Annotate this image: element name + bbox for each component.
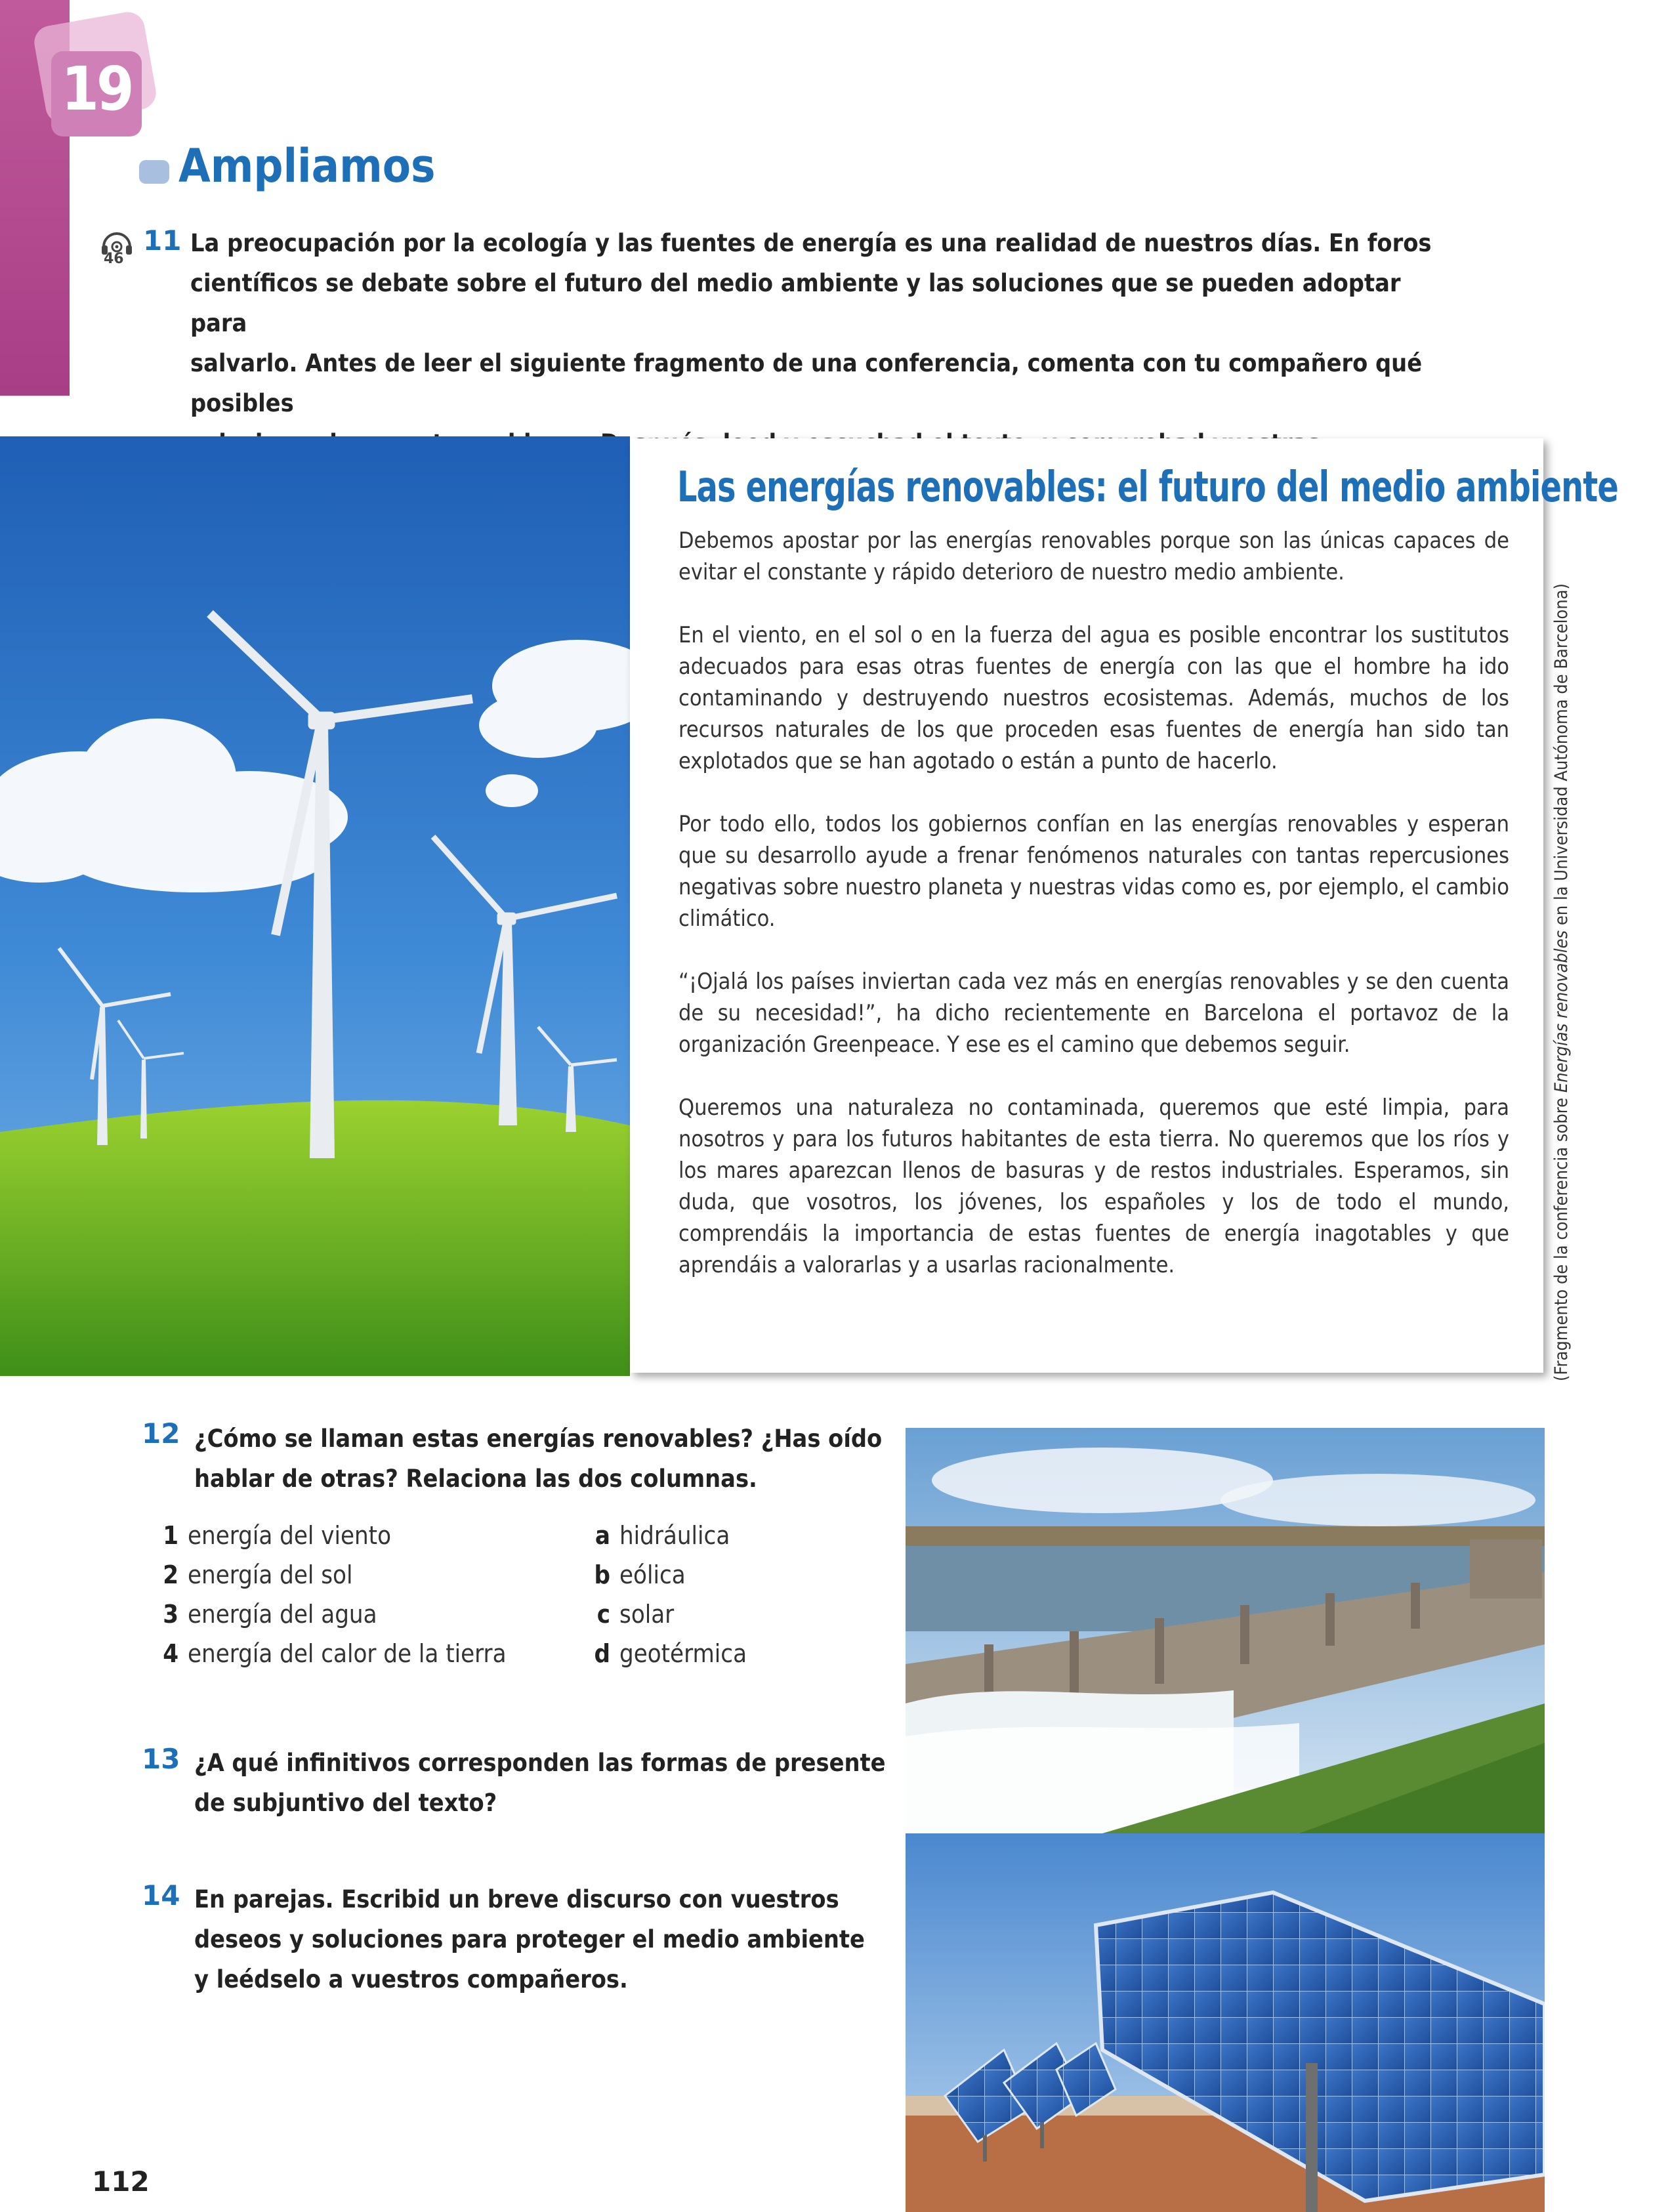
article-paragraph: En el viento, en el sol o en la fuerza del agua es posible encontrar los sustitutos adecuados para esas otras fuentes de energía con las que el hombre ha ido contaminando y destruyendo nuestros ecosistemas. Además, muchos de los recursos naturales de los que proceden esas fuentes de energía han sido tan explotados que se han agotado o están a punto de hacerlo. — [678, 622, 1509, 774]
exercise-14-line: deseos y soluciones para proteger el medio ambiente — [194, 1925, 865, 1953]
wind-turbines-photo — [0, 436, 630, 1376]
exercise-14-instructions — [194, 1879, 890, 1999]
match-item: 3 energía del agua — [163, 1600, 377, 1629]
section-title: Ampliamos — [178, 139, 436, 193]
hydroelectric-dam-photo — [906, 1428, 1545, 1833]
section-bullet-icon — [139, 160, 169, 184]
article-source-note: (Fragmento de la conferencia sobre Energías renovables en la Universidad Autónoma de Barcelona) — [1551, 583, 1572, 1381]
solar-panels-photo — [906, 1833, 1545, 2212]
unit-number: 19 — [61, 54, 132, 124]
exercise-12-line: hablar de otras? Relaciona las dos columnas. — [194, 1464, 757, 1493]
match-column-left — [146, 1521, 507, 1679]
exercise-13-line: de subjuntivo del texto? — [194, 1788, 497, 1817]
exercise-12-line: ¿Cómo se llaman estas energías renovables? ¿Has oído — [194, 1424, 883, 1453]
exercise-14-line: y leédselo a vuestros compañeros. — [194, 1965, 628, 1993]
exercise-11-number: 11 — [143, 224, 182, 257]
match-item: 2 energía del sol — [163, 1560, 353, 1589]
match-item: a hidráulica — [595, 1521, 730, 1550]
exercise-14-line: En parejas. Escribid un breve discurso con vuestros — [194, 1885, 839, 1913]
exercise-11-line: salvarlo. Antes de leer el siguiente fragmento de una conferencia, comenta con tu compañero qué posibles — [190, 348, 1423, 417]
article-paragraph: Queremos una naturaleza no contaminada, queremos que esté limpia, para nosotros y para los futuros habitantes de esta tierra. No queremos que los ríos y los mares aparezcan llenos de basuras y de restos industriales. Esperamos, sin duda, que vosotros, los jóvenes, los españoles y los de todo el mundo, comprendáis la importancia de estas fuentes de energía inagotables y que aprendáis a valorarlas y a usarlas racionalmente. — [678, 1095, 1509, 1278]
match-item: 4 energía del calor de la tierra — [163, 1639, 507, 1668]
exercise-11-line: científicos se debate sobre el futuro del medio ambiente y las soluciones que se pueden adoptar para — [190, 268, 1401, 337]
article-title: Las energías renovables: el futuro del medio ambiente — [677, 463, 1618, 512]
match-item: 1 energía del viento — [163, 1521, 391, 1550]
article-paragraph: “¡Ojalá los países inviertan cada vez más en energías renovables y se den cuenta de su necesidad!”, ha dicho recientemente en Barcelona el portavoz de la organización Greenpeace. Y ese es el camino que debemos seguir. — [678, 969, 1509, 1058]
match-column-right — [577, 1521, 747, 1679]
exercise-14-number: 14 — [142, 1879, 180, 1911]
exercise-12-instructions — [194, 1419, 890, 1499]
match-item: c solar — [596, 1600, 675, 1629]
exercise-11-line: La preocupación por la ecología y las fuentes de energía es una realidad de nuestros días. En foros — [190, 228, 1432, 257]
exercise-12-number: 12 — [142, 1417, 180, 1450]
article-paragraph: Debemos apostar por las energías renovables porque son las únicas capaces de evitar el constante y rápido deterioro de nuestro medio ambiente. — [678, 528, 1509, 585]
page-number: 112 — [92, 2165, 150, 2198]
audio-track-number: 46 — [104, 251, 124, 267]
match-item: d geotérmica — [594, 1639, 747, 1668]
article-body — [678, 525, 1509, 1312]
exercise-13-instructions — [194, 1743, 890, 1823]
match-item: b eólica — [594, 1560, 686, 1589]
article-paragraph: Por todo ello, todos los gobiernos confían en las energías renovables y esperan que su desarrollo ayude a frenar fenómenos naturales con tantas repercusiones negativas sobre nuestro planeta y nuestras vidas como es, por ejemplo, el cambio climático. — [678, 811, 1509, 932]
exercise-13-number: 13 — [142, 1743, 180, 1775]
exercise-13-line: ¿A qué infinitivos corresponden las formas de presente — [194, 1748, 886, 1777]
